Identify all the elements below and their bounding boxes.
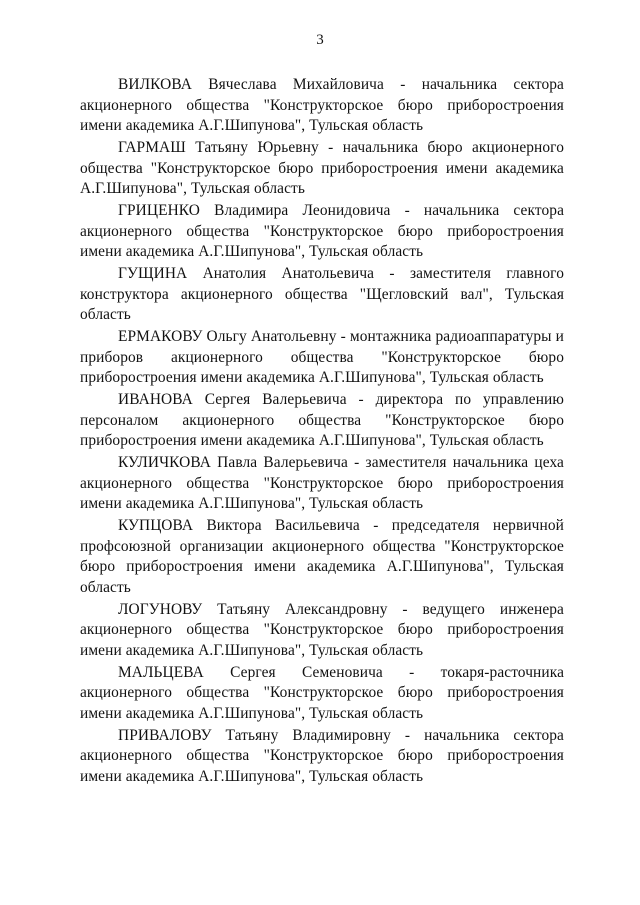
awardee-entry: ГУЩИНА Анатолия Анатольевича - заместителя главного конструктора акционерного общества "Щегловский вал", Тульская область	[80, 265, 564, 323]
page-number: 3	[316, 32, 324, 48]
awardee-entry: КУЛИЧКОВА Павла Валерьевича - заместителя начальника цеха акционерного общества "Конструкторское бюро приборостроения имени академика А.Г.Шипунова", Тульская область	[80, 454, 564, 512]
awardee-entry: ЕРМАКОВУ Ольгу Анатольевну - монтажника радиоаппаратуры и приборов акционерного общества "Конструкторское бюро приборостроения имени академика А.Г.Шипунова", Тульская область	[80, 328, 564, 386]
awardee-entry: МАЛЬЦЕВА Сергея Семеновича - токаря-расточника акционерного общества "Конструкторское бюро приборостроения имени академика А.Г.Шипунова", Тульская область	[80, 663, 564, 722]
awardee-entry: ЛОГУНОВУ Татьяну Александровну - ведущего инженера акционерного общества "Конструкторское бюро приборостроения имени академика А.Г.Шипунова", Тульская область	[80, 600, 564, 659]
awardee-entry: КУПЦОВА Виктора Васильевича - председателя нервичной профсоюзной организации акционерного общества "Конструкторское бюро приборостроения имени академика А.Г.Шипунова", Тульская область	[80, 517, 564, 596]
awardee-entry: ГАРМАШ Татьяну Юрьевну - начальника бюро акционерного общества "Конструкторское бюро приборостроения имени академика А.Г.Шипунова", Тульская область	[80, 139, 564, 197]
awardee-entry: ВИЛКОВА Вячеслава Михайловича - начальника сектора акционерного общества "Конструкторское бюро приборостроения имени академика А.Г.Шипунова", Тульская область	[80, 76, 564, 134]
awardee-entry: ПРИВАЛОВУ Татьяну Владимировну - начальника сектора акционерного общества "Конструкторское бюро приборостроения имени академика А.Г.Шипунова", Тульская область	[80, 726, 564, 785]
awardee-entry: ИВАНОВА Сергея Валерьевича - директора по управлению персоналом акционерного общества "Конструкторское бюро приборостроения имени академика А.Г.Шипунова", Тульская область	[80, 391, 564, 449]
awardee-list	[80, 75, 564, 789]
awardee-entry: ГРИЦЕНКО Владимира Леонидовича - начальника сектора акционерного общества "Конструкторское бюро приборостроения имени академика А.Г.Шипунова", Тульская область	[80, 202, 564, 260]
